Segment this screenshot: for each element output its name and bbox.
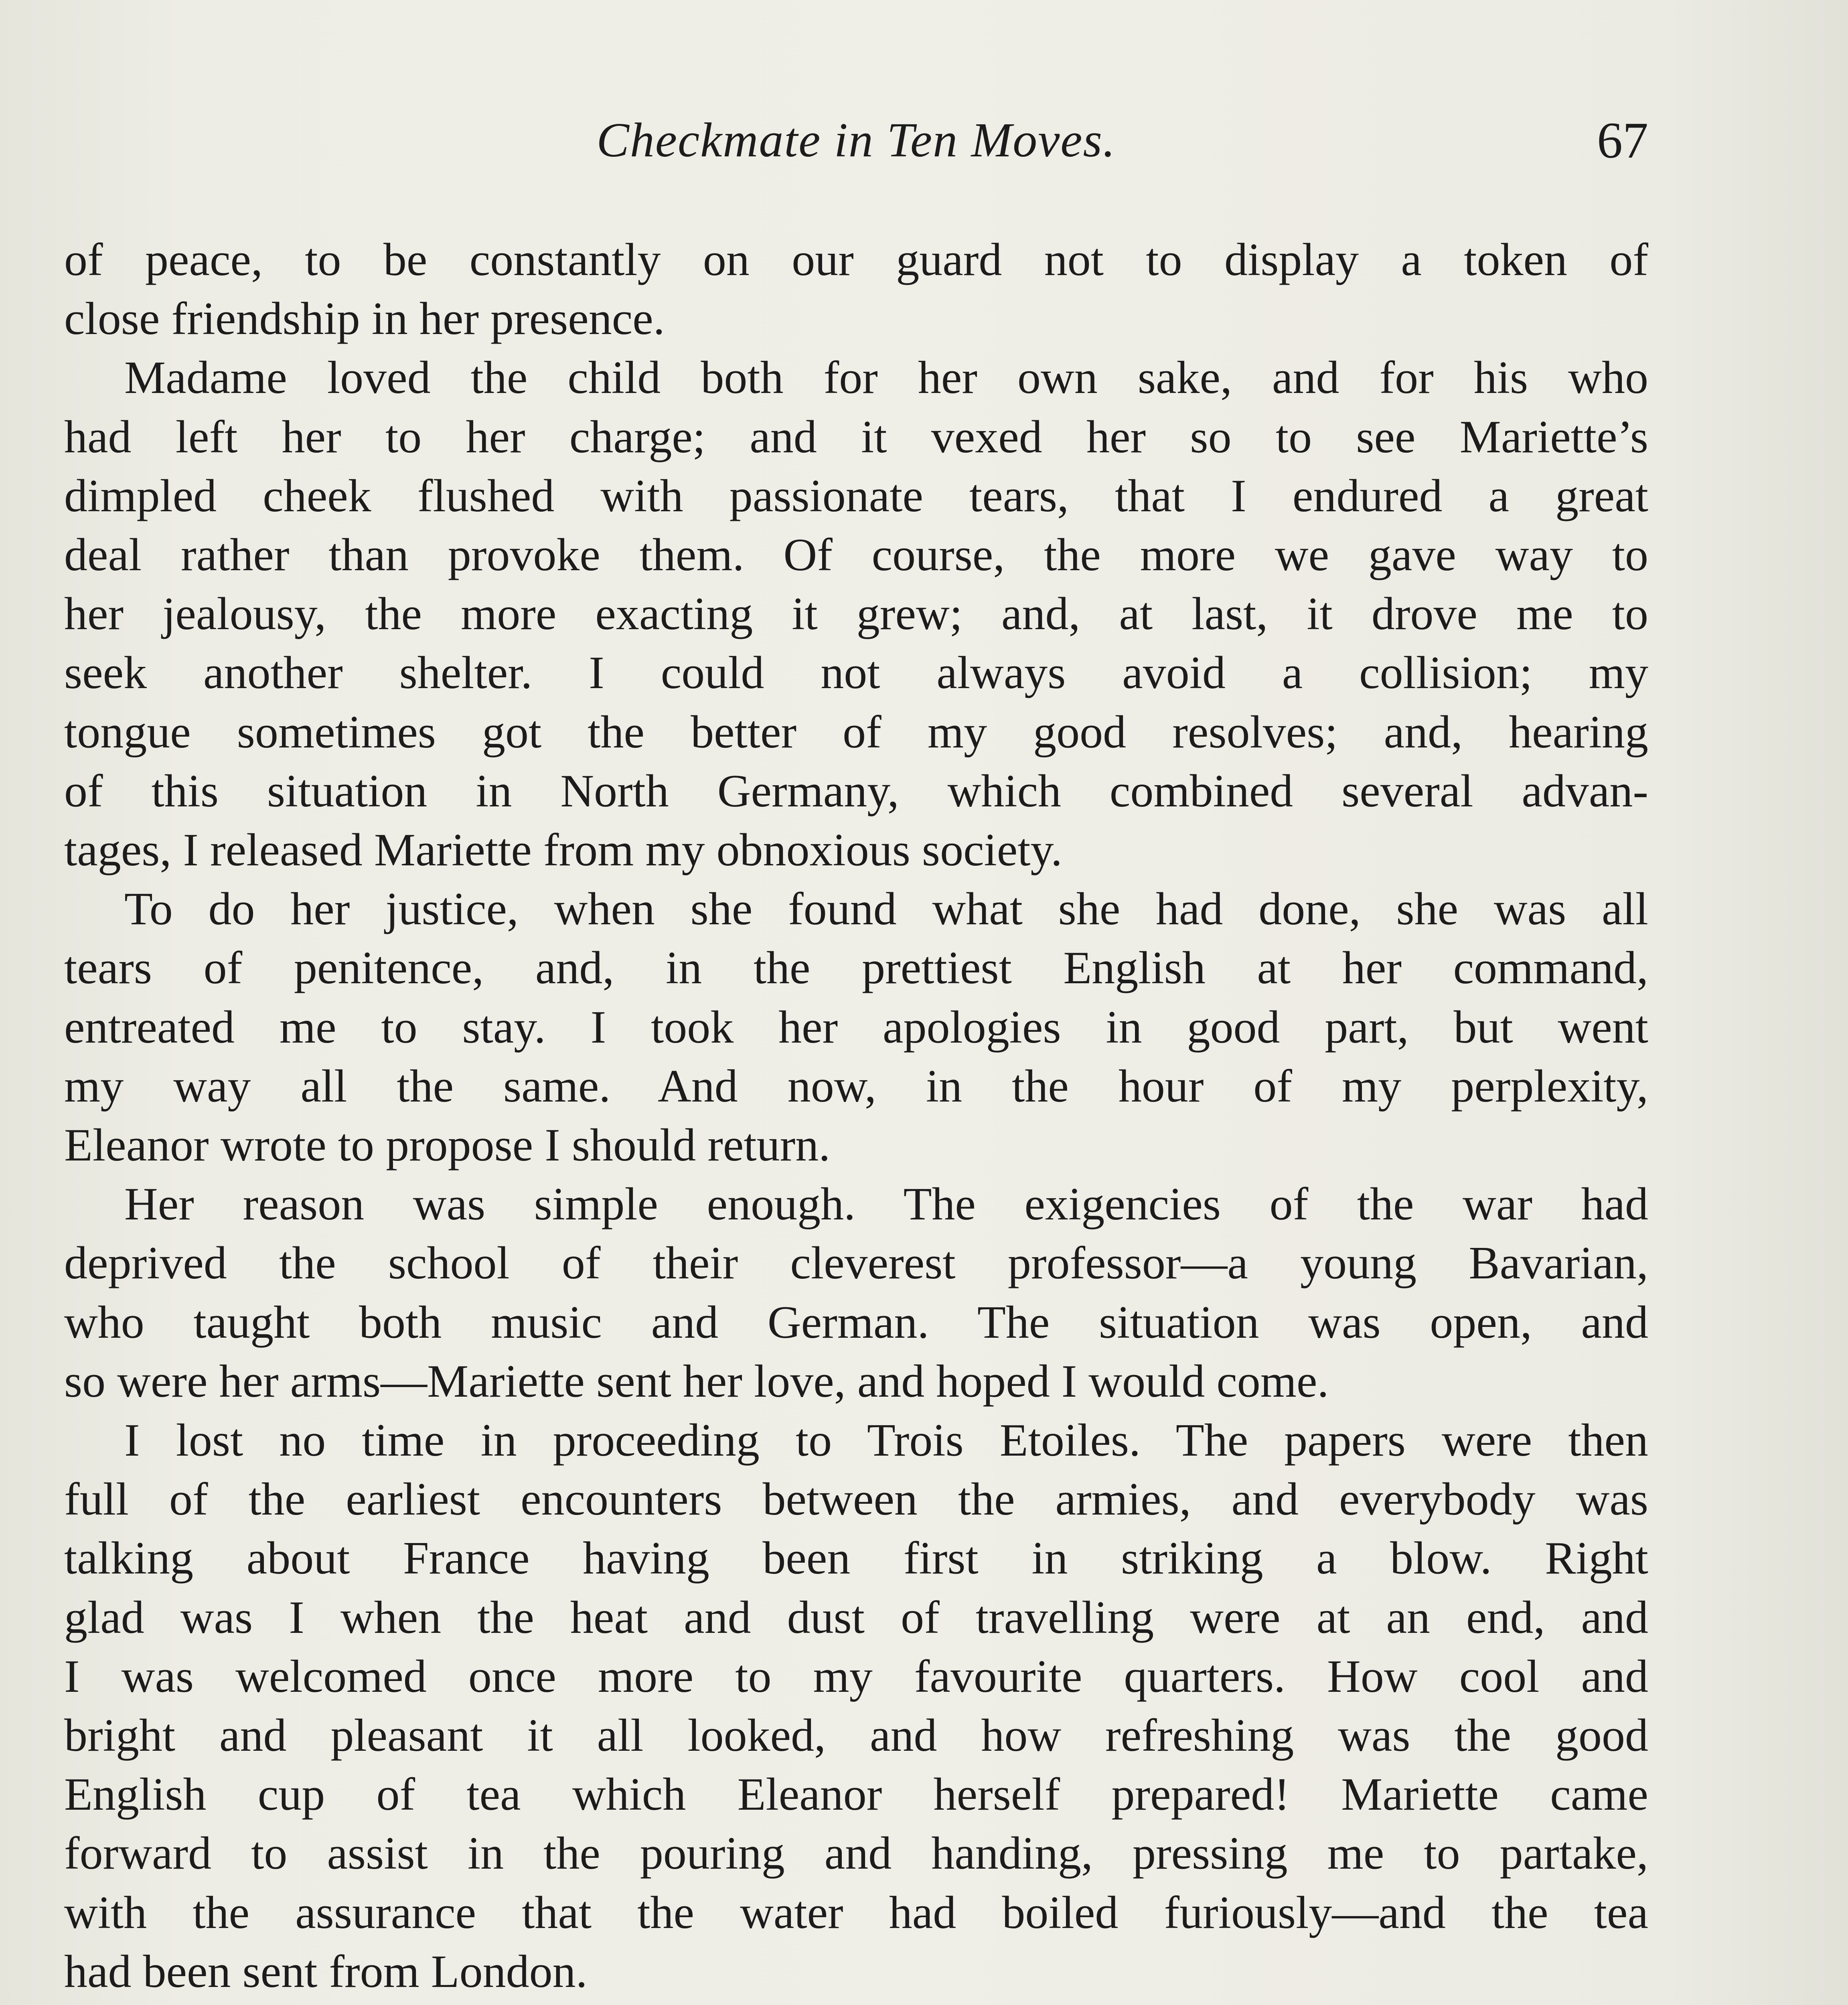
page-number: 67 [1597,112,1648,169]
text-line: I lost no time in proceeding to Trois Etoiles. The papers were then [124,1415,1648,1466]
text-line: Madame loved the child both for her own sake, and for his who [124,352,1648,404]
text-line [64,2001,1648,2005]
text-line: full of the earliest encounters between the armies, and everybody was [64,1474,1648,1525]
text-line: tongue sometimes got the better of my good resolves; and, hearing [64,706,1648,758]
text-line: of peace, to be constantly on our guard not to display a token of [64,234,1648,286]
text-line: forward to assist in the pouring and handing, pressing me to partake, [64,1828,1648,1879]
text-line: her jealousy, the more exacting it grew; and, at last, it drove me to [64,588,1648,640]
text-line: deal rather than provoke them. Of course, the more we gave way to [64,529,1648,581]
text-line: tages, I released Mariette from my obnoxious society. [64,824,1062,876]
text-line: had been sent from London. [64,1946,588,1997]
text-line: tears of penitence, and, in the prettiest English at her command, [64,942,1648,994]
text-line: of this situation in North Germany, which combined several advan- [64,765,1648,817]
text-line: talking about France having been first in striking a blow. Right [64,1533,1648,1584]
running-title: Checkmate in Ten Moves. [596,113,1116,167]
text-line: so were her arms—Mariette sent her love, and hoped I would come. [64,1355,1329,1407]
text-line: Her reason was simple enough. The exigencies of the war had [124,1179,1648,1230]
text-line: dimpled cheek flushed with passionate tears, that I endured a great [64,470,1648,522]
text-line: my way all the same. And now, in the hour of my perplexity, [64,1060,1648,1112]
text-line: with the assurance that the water had boiled furiously—and the tea [64,1887,1648,1938]
text-line: glad was I when the heat and dust of travelling were at an end, and [64,1592,1648,1643]
text-line: who taught both music and German. The situation was open, and [64,1296,1648,1348]
text-line: To do her justice, when she found what she had done, she was all [124,883,1648,935]
text-line: deprived the school of their cleverest professor—a young Bavarian, [64,1237,1648,1289]
text-line: had left her to her charge; and it vexed her so to see Mariette’s [64,411,1648,463]
text-line: Eleanor wrote to propose I should return. [64,1120,831,1171]
text-line: entreated me to stay. I took her apologies in good part, but went [64,1001,1648,1053]
text-line: close friendship in her presence. [64,293,665,345]
text-line: seek another shelter. I could not always avoid a collision; my [64,647,1648,699]
text-line: I was welcomed once more to my favourite quarters. How cool and [64,1651,1648,1702]
body-text [64,231,1648,2005]
page-header [64,108,1648,188]
text-line: bright and pleasant it all looked, and how refreshing was the good [64,1710,1648,1762]
text-line: English cup of tea which Eleanor herself prepared! Mariette came [64,1769,1648,1821]
